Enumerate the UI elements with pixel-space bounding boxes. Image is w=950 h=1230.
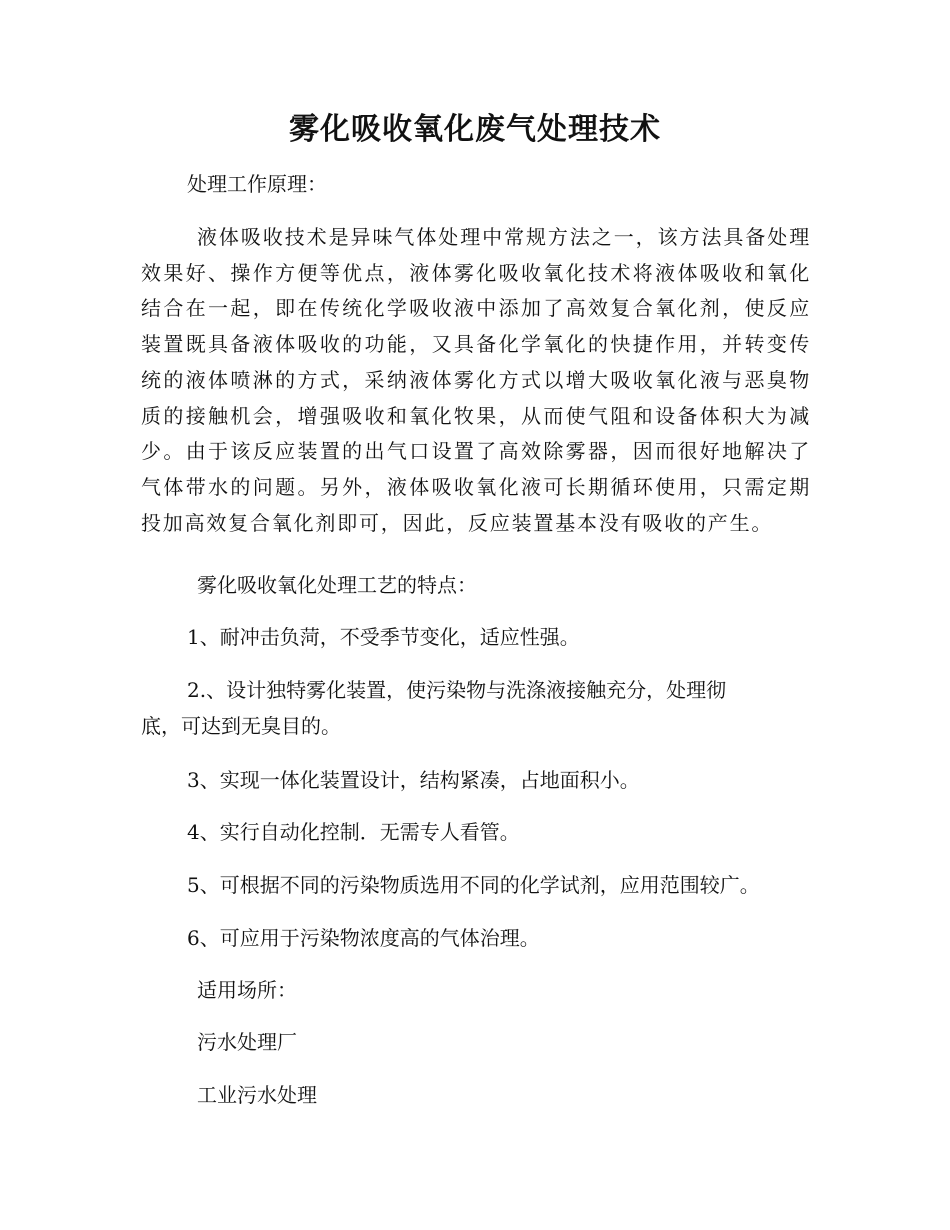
feature-item-continuation: 底，可达到无臭目的。 <box>141 714 341 738</box>
feature-item: 2.、设计独特雾化装置，使污染物与洗涤液接触充分，处理彻 <box>187 678 727 702</box>
section-heading-features: 雾化吸收氧化处理工艺的特点： <box>197 573 477 597</box>
feature-item: 5、可根据不同的污染物质选用不同的化学试剂，应用范围较广。 <box>187 873 760 897</box>
feature-item: 1、耐冲击负菏，不受季节变化，适应性强。 <box>187 625 580 649</box>
principle-paragraph: 液体吸收技术是异味气体处理中常规方法之一，该方法具备处理效果好、操作方便等优点，液体雾化吸收氧化技术将液体吸收和氧化结合在一起，即在传统化学吸收液中添加了高效复合氧化剂，使反应装置既具备液体吸收的功能，又具备化学氧化的快捷作用，并转变传统的液体喷淋的方式，采纳液体雾化方式以增大吸收氧化液与恶臭物质的接触机会，增强吸收和氧化牧果，从而使气阻和设备体积大为减少。由于该反应装置的出气口设置了高效除雾器，因而很好地解决了气体带水的问题。另外，液体吸收氧化液可长期循环使用，只需定期投加高效复合氧化剂即可，因此，反应装置基本没有吸收的产生。 <box>141 225 811 535</box>
section-heading-principle: 处理工作原理： <box>187 172 327 196</box>
section-heading-applications: 适用场所： <box>197 978 297 1002</box>
feature-item: 4、实行自动化控制．无需专人看管。 <box>187 820 520 844</box>
document-title: 雾化吸收氧化废气处理技术 <box>289 112 661 147</box>
application-item: 工业污水处理 <box>197 1083 317 1107</box>
application-item: 污水处理厂 <box>197 1030 297 1054</box>
feature-item: 3、实现一体化装置设计，结构紧凑，占地面积小。 <box>187 768 640 792</box>
feature-item: 6、可应用于污染物浓度高的气体治理。 <box>187 926 540 950</box>
